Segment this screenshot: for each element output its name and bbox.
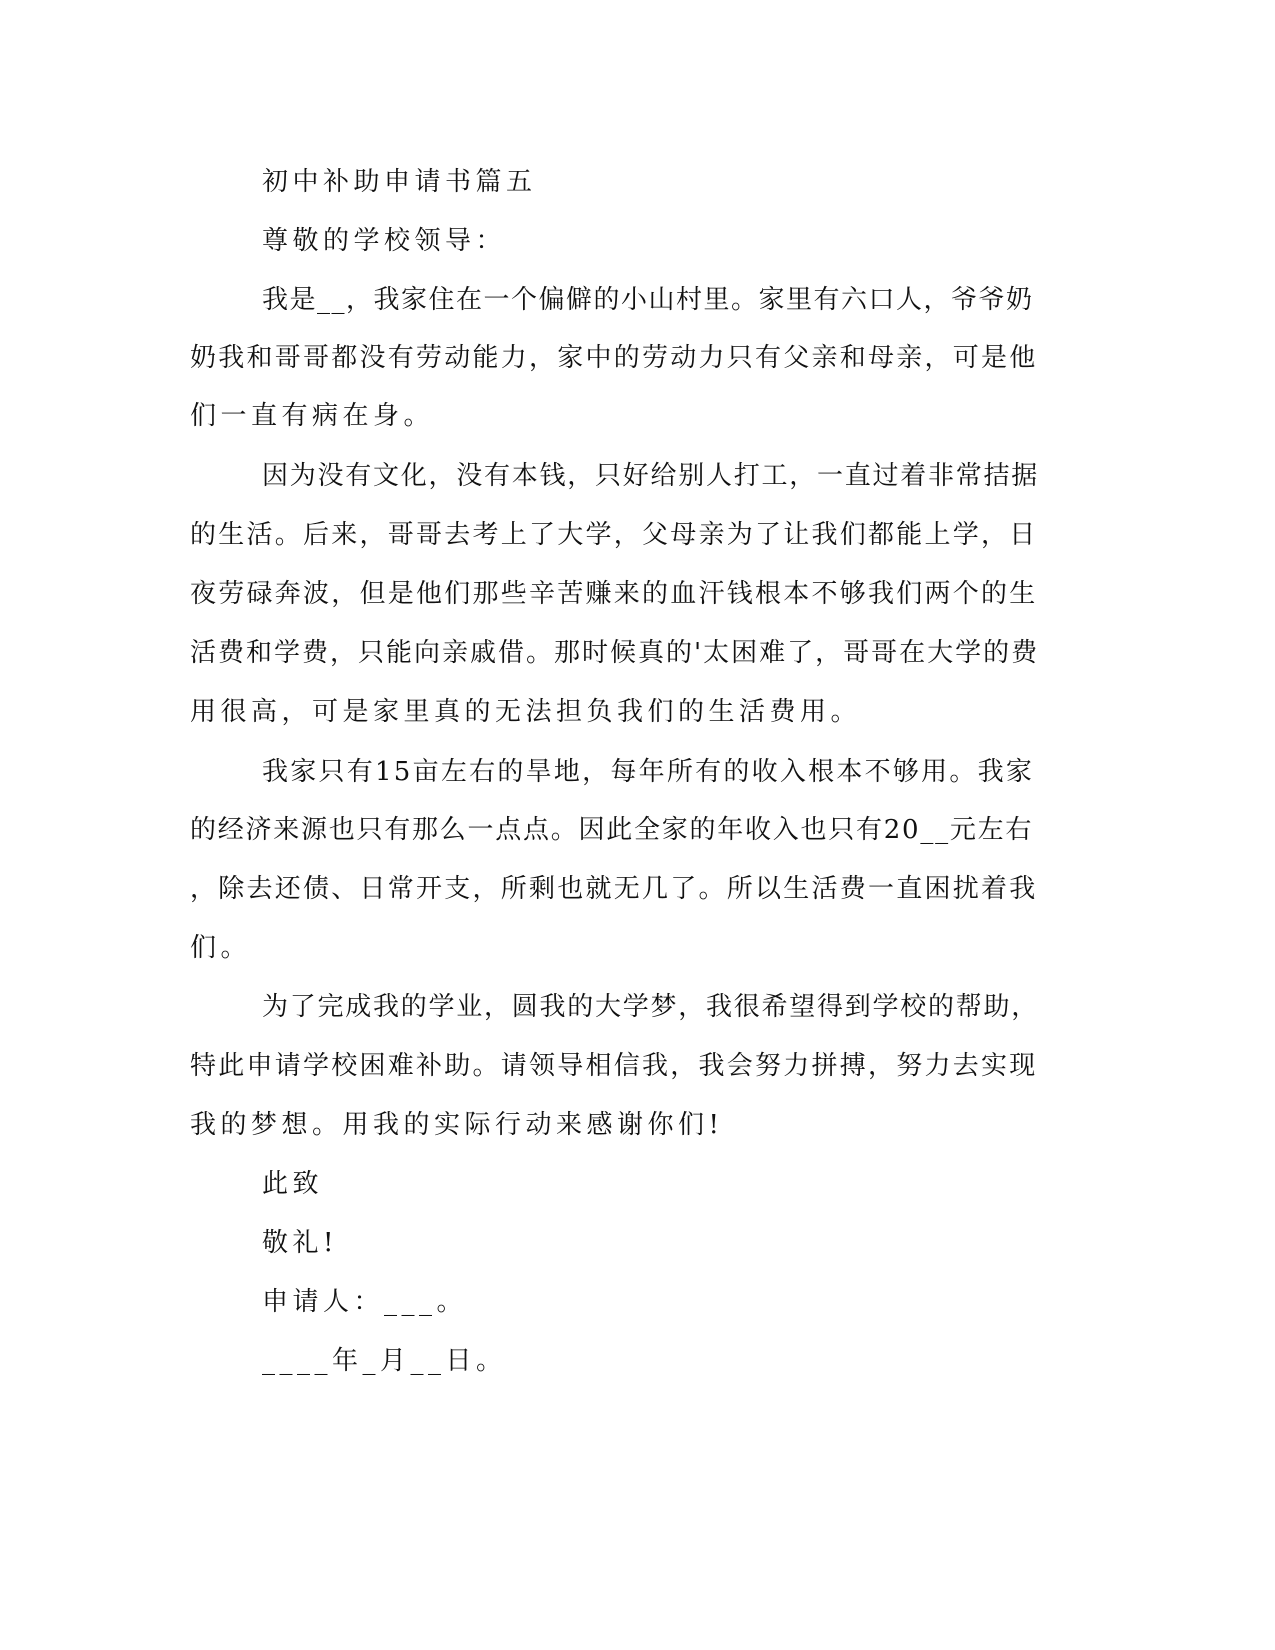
paragraph-1-line-3: 们一直有病在身。 [190, 401, 435, 431]
applicant-line: 申请人：___。 [262, 1287, 468, 1317]
paragraph-3-line-4: 们。 [190, 933, 252, 963]
paragraph-2-line-1: 因为没有文化，没有本钱，只好给别人打工，一直过着非常拮据 [262, 461, 1040, 491]
paragraph-4-line-2: 特此申请学校困难补助。请领导相信我，我会努力拼搏，努力去实现 [190, 1051, 1038, 1081]
paragraph-3-line-3: ，除去还债、日常开支，所剩也就无几了。所以生活费一直困扰着我 [190, 874, 1038, 904]
salutation: 尊敬的学校领导： [262, 226, 507, 256]
date-line: ____年_月__日。 [262, 1346, 507, 1376]
paragraph-1-line-2: 奶我和哥哥都没有劳动能力，家中的劳动力只有父亲和母亲，可是他 [190, 343, 1038, 373]
paragraph-4-line-3: 我的梦想。用我的实际行动来感谢你们! [190, 1110, 724, 1140]
closing: 此致 [262, 1169, 324, 1199]
regards: 敬礼! [262, 1228, 338, 1258]
paragraph-2-line-2: 的生活。后来，哥哥去考上了大学，父母亲为了让我们都能上学，日 [190, 520, 1038, 550]
paragraph-3-line-1: 我家只有15亩左右的旱地，每年所有的收入根本不够用。我家 [262, 757, 1035, 787]
paragraph-3-line-2: 的经济来源也只有那么一点点。因此全家的年收入也只有20__元左右 [190, 815, 1034, 845]
paragraph-2-line-4: 活费和学费，只能向亲戚借。那时候真的'太困难了，哥哥在大学的费 [190, 638, 1040, 668]
paragraph-2-line-3: 夜劳碌奔波，但是他们那些辛苦赚来的血汗钱根本不够我们两个的生 [190, 579, 1038, 609]
paragraph-4-line-1: 为了完成我的学业，圆我的大学梦，我很希望得到学校的帮助， [262, 992, 1040, 1022]
paragraph-1-line-1: 我是__，我家住在一个偏僻的小山村里。家里有六口人，爷爷奶 [262, 285, 1034, 315]
document-title: 初中补助申请书篇五 [262, 167, 537, 197]
paragraph-2-line-5: 用很高，可是家里真的无法担负我们的生活费用。 [190, 697, 862, 727]
